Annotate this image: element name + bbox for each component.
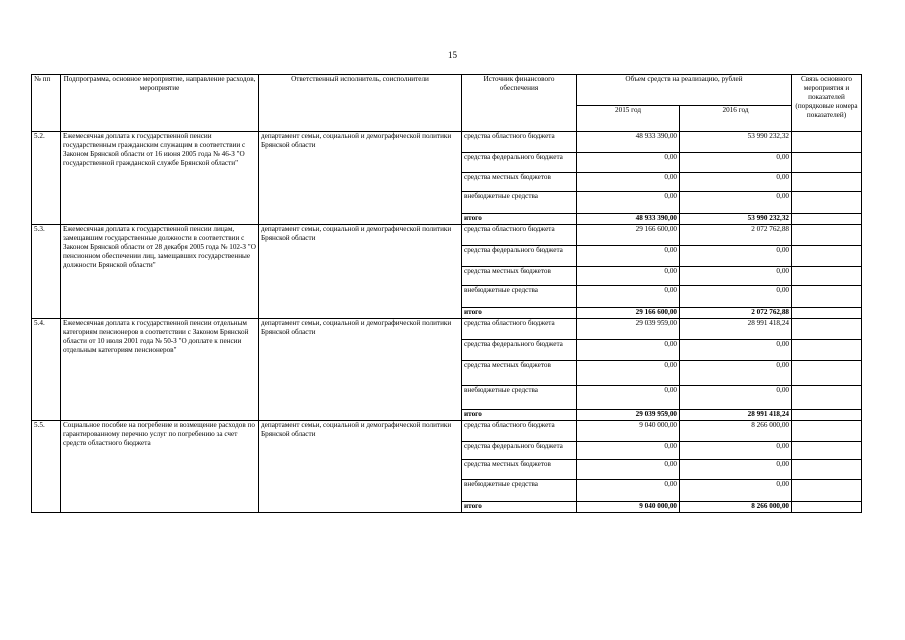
indicator-link: [792, 319, 862, 340]
amount-2015: 0,00: [577, 460, 680, 480]
total-label: итого: [462, 410, 577, 421]
indicator-link: [792, 340, 862, 361]
indicator-link: [792, 410, 862, 421]
amount-2016: 0,00: [680, 173, 792, 192]
amount-2016: 0,00: [680, 286, 792, 308]
funding-source: средства областного бюджета: [462, 421, 577, 442]
header-source: Источник финансового обеспечения: [462, 75, 577, 132]
header-year-2016: 2016 год: [680, 106, 792, 132]
amount-2016: 0,00: [680, 442, 792, 460]
indicator-link: [792, 132, 862, 153]
indicator-link: [792, 153, 862, 173]
indicator-link: [792, 502, 862, 513]
amount-2016: 8 266 000,00: [680, 502, 792, 513]
amount-2015: 0,00: [577, 386, 680, 410]
amount-2015: 48 933 390,00: [577, 132, 680, 153]
total-label: итого: [462, 502, 577, 513]
amount-2015: 0,00: [577, 442, 680, 460]
amount-2016: 2 072 762,88: [680, 225, 792, 246]
indicator-link: [792, 214, 862, 225]
funding-source: средства местных бюджетов: [462, 267, 577, 286]
table-row: [32, 319, 862, 340]
amount-2016: 0,00: [680, 361, 792, 386]
amount-2015: 0,00: [577, 480, 680, 502]
indicator-link: [792, 361, 862, 386]
amount-2016: 0,00: [680, 153, 792, 173]
item-number: 5.3.: [32, 225, 61, 319]
funding-source: средства федерального бюджета: [462, 153, 577, 173]
item-executor: департамент семьи, социальной и демографической политики Брянской области: [259, 225, 462, 319]
amount-2016: 53 990 232,32: [680, 214, 792, 225]
funding-source: средства областного бюджета: [462, 132, 577, 153]
page-number: 15: [448, 50, 457, 60]
item-executor: департамент семьи, социальной и демографической политики Брянской области: [259, 132, 462, 225]
table-row: [32, 421, 862, 442]
amount-2015: 0,00: [577, 246, 680, 267]
funding-source: внебюджетные средства: [462, 192, 577, 214]
amount-2016: 0,00: [680, 267, 792, 286]
amount-2016: 28 991 418,24: [680, 410, 792, 421]
amount-2016: 0,00: [680, 192, 792, 214]
amount-2015: 0,00: [577, 286, 680, 308]
amount-2015: 0,00: [577, 192, 680, 214]
total-label: итого: [462, 308, 577, 319]
funding-source: средства местных бюджетов: [462, 460, 577, 480]
amount-2015: 0,00: [577, 267, 680, 286]
funding-source: внебюджетные средства: [462, 286, 577, 308]
indicator-link: [792, 267, 862, 286]
amount-2015: 9 040 000,00: [577, 421, 680, 442]
amount-2016: 28 991 418,24: [680, 319, 792, 340]
item-number: 5.4.: [32, 319, 61, 421]
amount-2015: 0,00: [577, 173, 680, 192]
amount-2015: 48 933 390,00: [577, 214, 680, 225]
funding-source: средства местных бюджетов: [462, 361, 577, 386]
amount-2015: 29 166 600,00: [577, 225, 680, 246]
indicator-link: [792, 286, 862, 308]
indicator-link: [792, 421, 862, 442]
amount-2016: 0,00: [680, 246, 792, 267]
item-name: Ежемесячная доплата к государственной пенсии отдельным категориям пенсионеров в соответствии с Законом Брянской области от 10 июля 2001 года № 50-З "О доплате к пенсии отдельным категориям пенсионеров": [61, 319, 259, 421]
funding-source: внебюджетные средства: [462, 386, 577, 410]
item-name: Социальное пособие на погребение и возмещение расходов по гарантированному перечню услуг по погребению за счет средств областного бюджета: [61, 421, 259, 513]
financing-table: [31, 74, 862, 513]
item-number: 5.2.: [32, 132, 61, 225]
item-name: Ежемесячная доплата к государственной пенсии лицам, замещавшим государственные должности в соответствии с Законом Брянской области от 28 декабря 2005 года № 102-З "О пенсионном обеспечении лиц, замещавших государственные должности Брянской области": [61, 225, 259, 319]
funding-source: средства областного бюджета: [462, 225, 577, 246]
amount-2015: 29 039 959,00: [577, 319, 680, 340]
funding-source: средства федерального бюджета: [462, 340, 577, 361]
amount-2016: 0,00: [680, 386, 792, 410]
item-name: Ежемесячная доплата к государственной пенсии государственным гражданским служащим в соответствии с Законом Брянской области от 16 июня 2005 года № 46-З "О государственной гражданской службе Брянской области": [61, 132, 259, 225]
header-name: Подпрограмма, основное мероприятие, направление расходов, мероприятие: [61, 75, 259, 132]
indicator-link: [792, 173, 862, 192]
header-executor: Ответственный исполнитель, соисполнители: [259, 75, 462, 132]
amount-2015: 9 040 000,00: [577, 502, 680, 513]
amount-2016: 2 072 762,88: [680, 308, 792, 319]
funding-source: средства федерального бюджета: [462, 442, 577, 460]
amount-2016: 0,00: [680, 460, 792, 480]
item-executor: департамент семьи, социальной и демографической политики Брянской области: [259, 421, 462, 513]
header-year-2015: 2015 год: [577, 106, 680, 132]
item-number: 5.5.: [32, 421, 61, 513]
amount-2015: 0,00: [577, 361, 680, 386]
table-row: [32, 225, 862, 246]
indicator-link: [792, 442, 862, 460]
total-label: итого: [462, 214, 577, 225]
funding-source: средства областного бюджета: [462, 319, 577, 340]
table-row: [32, 132, 862, 153]
header-volume: Объем средств на реализацию, рублей: [577, 75, 792, 106]
header-number: № пп: [32, 75, 61, 132]
amount-2016: 0,00: [680, 340, 792, 361]
indicator-link: [792, 308, 862, 319]
amount-2015: 0,00: [577, 340, 680, 361]
indicator-link: [792, 192, 862, 214]
amount-2015: 29 166 600,00: [577, 308, 680, 319]
indicator-link: [792, 386, 862, 410]
amount-2015: 0,00: [577, 153, 680, 173]
amount-2016: 53 990 232,32: [680, 132, 792, 153]
amount-2016: 0,00: [680, 480, 792, 502]
indicator-link: [792, 480, 862, 502]
indicator-link: [792, 225, 862, 246]
funding-source: средства местных бюджетов: [462, 173, 577, 192]
header-row: [32, 75, 862, 106]
item-executor: департамент семьи, социальной и демографической политики Брянской области: [259, 319, 462, 421]
funding-source: внебюджетные средства: [462, 480, 577, 502]
indicator-link: [792, 246, 862, 267]
funding-source: средства федерального бюджета: [462, 246, 577, 267]
indicator-link: [792, 460, 862, 480]
amount-2016: 8 266 000,00: [680, 421, 792, 442]
header-link: Связь основного мероприятия и показателей (порядковые номера показателей): [792, 75, 862, 132]
amount-2015: 29 039 959,00: [577, 410, 680, 421]
